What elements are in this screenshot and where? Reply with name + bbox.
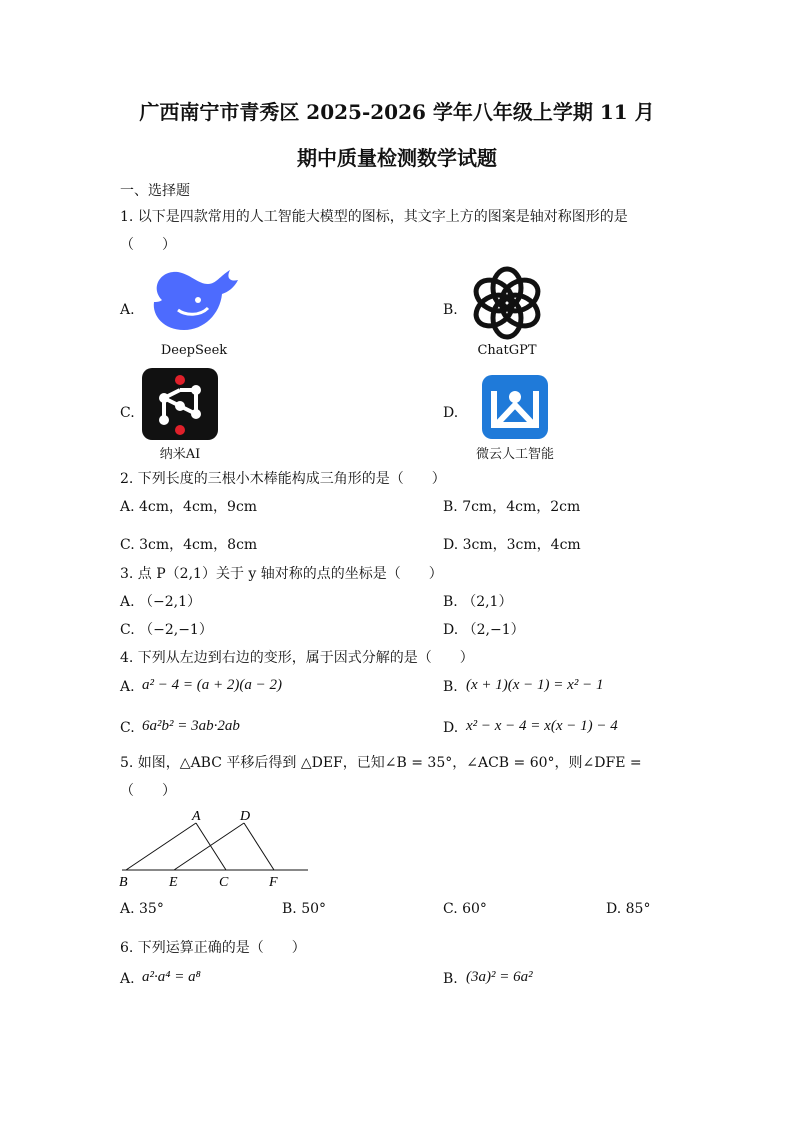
q1-caption-nami: 纳米AI: [159, 447, 201, 462]
point-e-label: E: [169, 875, 178, 890]
q4-option-a-label[interactable]: A.: [120, 679, 135, 695]
question-5-paren: （ ）: [120, 783, 176, 799]
q2-option-b[interactable]: B. 7cm，4cm，2cm: [443, 499, 581, 515]
q1-caption-deepseek: DeepSeek: [160, 343, 228, 358]
q2-option-d[interactable]: D. 3cm，3cm，4cm: [443, 537, 581, 553]
q6-option-a-label[interactable]: A.: [120, 971, 135, 987]
q5-option-b[interactable]: B. 50°: [282, 901, 327, 917]
chatgpt-logo-icon: [468, 264, 546, 346]
triangle-translation-figure: [118, 806, 318, 894]
question-4-text: 4. 下列从左边到右边的变形，属于因式分解的是（ ）: [120, 650, 474, 666]
title-line-2: 期中质量检测数学试题: [297, 146, 497, 170]
point-a-label: A: [192, 809, 201, 824]
question-1-paren: （ ）: [120, 237, 176, 253]
q4-option-c-label[interactable]: C.: [120, 720, 135, 736]
point-f-label: F: [269, 875, 278, 890]
q6-option-b-label[interactable]: B.: [443, 971, 458, 987]
q1-option-c-label[interactable]: C.: [120, 405, 135, 421]
q4-option-c-expression: 6a²b² = 3ab·2ab: [142, 718, 240, 734]
q1-option-b-label[interactable]: B.: [443, 302, 458, 318]
q3-option-d[interactable]: D. （2,−1）: [443, 622, 525, 638]
question-2-text: 2. 下列长度的三根小木棒能构成三角形的是（ ）: [120, 471, 446, 487]
q3-option-c[interactable]: C. （−2,−1）: [120, 622, 213, 638]
q4-option-d-label[interactable]: D.: [443, 720, 459, 736]
nami-ai-logo-icon: [142, 368, 218, 444]
weiyun-logo-icon: [482, 375, 548, 443]
q1-option-d-label[interactable]: D.: [443, 405, 459, 421]
q3-option-a[interactable]: A. （−2,1）: [120, 594, 202, 610]
question-3-text: 3. 点 P（2,1）关于 y 轴对称的点的坐标是（ ）: [120, 566, 443, 582]
q4-option-b-label[interactable]: B.: [443, 679, 458, 695]
question-1-text: 1. 以下是四款常用的人工智能大模型的图标，其文字上方的图案是轴对称图形的是: [120, 209, 628, 225]
q1-caption-chatgpt: ChatGPT: [477, 343, 537, 358]
deepseek-logo-icon: [142, 262, 246, 342]
q6-option-b-expression: (3a)² = 6a²: [466, 969, 533, 985]
q6-option-a-expression: a²·a⁴ = a⁸: [142, 969, 201, 985]
q5-option-a[interactable]: A. 35°: [120, 901, 164, 917]
point-d-label: D: [240, 809, 251, 824]
q1-option-a-label[interactable]: A.: [120, 302, 135, 318]
question-6-text: 6. 下列运算正确的是（ ）: [120, 940, 306, 956]
question-5-text: 5. 如图，△ABC 平移后得到 △DEF，已知∠B = 35°，∠ACB = 60°，则∠DFE =: [120, 755, 642, 771]
q2-option-c[interactable]: C. 3cm，4cm，8cm: [120, 537, 258, 553]
q5-option-c[interactable]: C. 60°: [443, 901, 487, 917]
q4-option-a-expression: a² − 4 = (a + 2)(a − 2): [142, 677, 282, 693]
q1-caption-weiyun: 微云人工智能: [475, 447, 554, 462]
point-b-label: B: [119, 875, 128, 890]
q4-option-b-expression: (x + 1)(x − 1) = x² − 1: [466, 677, 604, 693]
title-line-1: 广西南宁市青秀区 2025-2026 学年八年级上学期 11 月: [139, 100, 655, 124]
q3-option-b[interactable]: B. （2,1）: [443, 594, 513, 610]
q5-option-d[interactable]: D. 85°: [606, 901, 651, 917]
q2-option-a[interactable]: A. 4cm，4cm，9cm: [120, 499, 258, 515]
point-c-label: C: [219, 875, 229, 890]
section-heading: 一、选择题: [120, 183, 190, 199]
q4-option-d-expression: x² − x − 4 = x(x − 1) − 4: [466, 718, 618, 734]
